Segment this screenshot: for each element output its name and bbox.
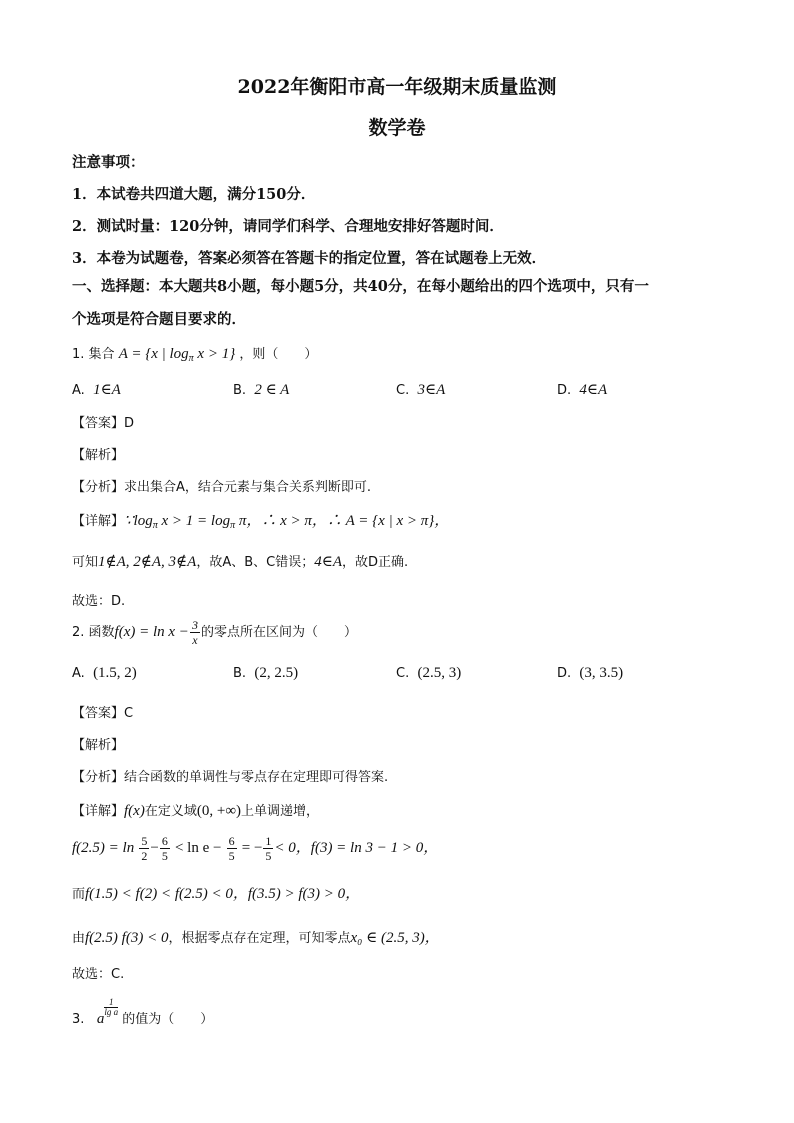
question-3: 3. a $\frac{1}{\text{lg a}}$ 的值为（ ） — [72, 997, 214, 1027]
q1-detail-line2: 可知1∉A, 2∉A, 3∉A，故A、B、C错误；4∈A，故D正确. — [72, 554, 409, 570]
exam-subtitle: 数学卷 — [368, 117, 426, 139]
q2-equation-1: f(2.5) = ln $\frac{5}{2}$ − $\frac{6}{5}$ < ln e − $\frac{6}{5}$ = − $\frac{1}{5}$ < 0，f(3) = ln 3 − 1 > 0， — [72, 834, 439, 863]
q2-option-b: B. (2, 2.5) — [233, 665, 299, 681]
q1-option-c: C. 3∈A — [396, 382, 446, 398]
q1-option-a: A. 1∈A — [72, 382, 121, 398]
q2-fenxi: 【分析】结合函数的单调性与零点存在定理即可得答案. — [72, 770, 389, 785]
question-1-prefix: 1. 集合 — [72, 347, 115, 362]
note-item-3: 3．本卷为试题卷，答案必须答在答题卡的指定位置，答在试题卷上无效． — [72, 250, 547, 267]
q1-option-d: D. 4∈A — [557, 382, 608, 398]
q1-option-b: B. 2 ∈ A — [233, 382, 290, 398]
question-1 — [72, 343, 317, 364]
section-heading-line1: 一、选择题：本大题共8小题，每小题5分，共40分，在每小题给出的四个选项中，只有一 — [72, 278, 649, 295]
q2-detail: 【详解】f(x)在定义域(0, +∞)上单调递增， — [72, 803, 320, 819]
note-item-1: 1．本试卷共四道大题，满分150分． — [72, 186, 316, 203]
question-1-suffix: ，则（ ） — [239, 347, 318, 362]
q1-conclusion: 故选：D. — [72, 594, 126, 609]
q1-detail: 【详解】$\because\log_\pi$ $x > 1 = \log_\pi \pi$，∴ x > π，∴ A = {x | x > π}， — [72, 513, 450, 531]
exam-title: 2022年衡阳市高一年级期末质量监测 — [237, 76, 557, 98]
q2-equation-2: 而f(1.5) < f(2) < f(2.5) < 0，f(3.5) > f(3) > 0， — [72, 886, 361, 902]
note-item-2: 2．测试时量：120分钟，请同学们科学、合理地安排好答题时间． — [72, 218, 504, 235]
q2-option-c: C. (2.5, 3) — [396, 665, 462, 681]
q1-fenxi: 【分析】求出集合A，结合元素与集合关系判断即可. — [72, 480, 372, 495]
notes-heading: 注意事项： — [72, 154, 145, 171]
question-1-set: A = {x | $\log_\pi x > 1$} — [118, 346, 236, 364]
q2-analysis-tag: 【解析】 — [72, 738, 125, 753]
section-heading-line2: 个选项是符合题目要求的． — [72, 311, 246, 328]
q1-answer: 【答案】D — [72, 416, 135, 431]
q3-expression: a $\frac{1}{\text{lg a}}$ — [96, 997, 119, 1027]
q2-equation-3: 由f(2.5) f(3) < 0，根据零点存在定理，可知零点x₀ ∈ (2.5, 3)， — [72, 930, 440, 946]
q2-option-a: A. (1.5, 2) — [72, 665, 137, 681]
question-2: 2. 函数f(x) = ln x − $\frac{3}{x}$ 的零点所在区间为（ ） — [72, 618, 357, 647]
q2-conclusion: 故选：C. — [72, 967, 125, 982]
q2-option-d: D. (3, 3.5) — [557, 665, 624, 681]
q2-answer: 【答案】C — [72, 706, 134, 721]
q1-analysis-tag: 【解析】 — [72, 448, 125, 463]
